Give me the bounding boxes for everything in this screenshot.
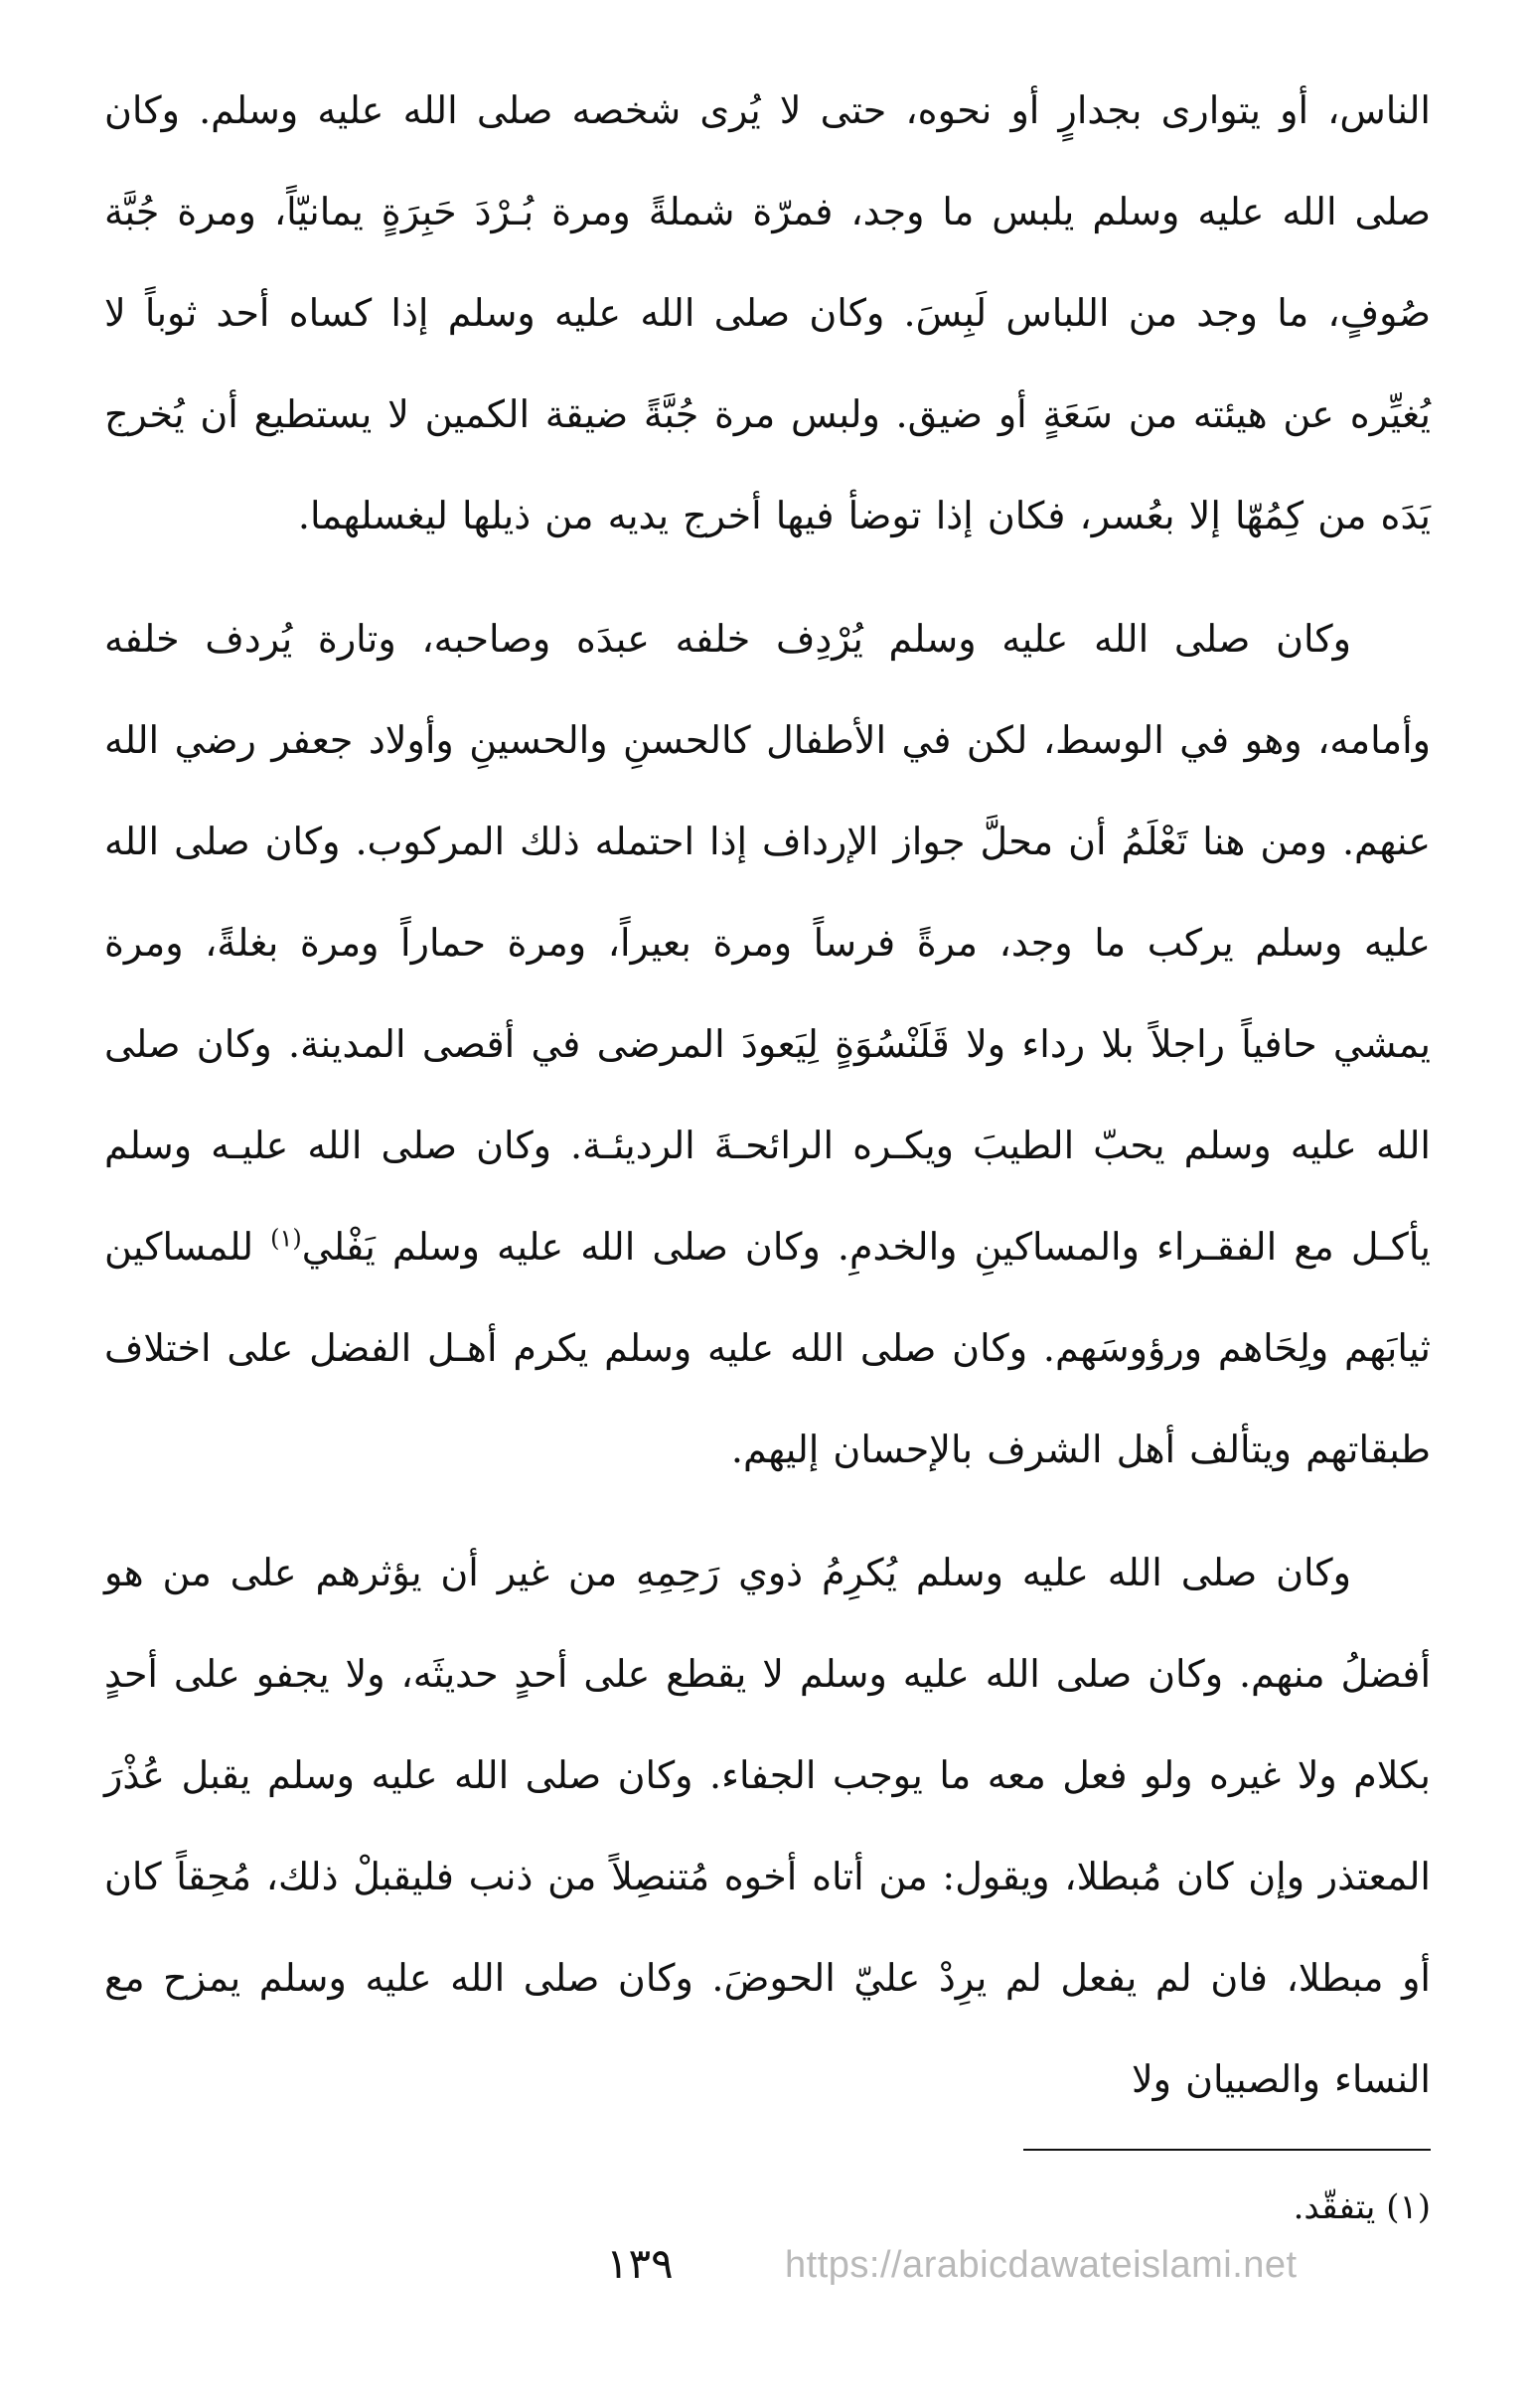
paragraph-2-text: وكان صلى الله عليه وسلم يُرْدِف خلفه عبدَه وصاحبه، وتارة يُردف خلفه وأمامه، وهو في الوسط، لكن في الأطفال كالحسنِ والحسينِ وأولاد جعفر رضي الله عنهم. ومن هنا تَعْلَمُ أن محلَّ جواز الإرداف إذا احتمله ذلك المركوب. وكان صلى الله عليه وسلم يركب ما وجد، مرةً فرساً ومرة بعيراً، ومرة حماراً ومرة بغلةً، ومرة يمشي حافياً راجلاً بلا رداء ولا قَلَنْسُوَةٍ لِيَعودَ المرضى في أقصى المدينة. وكان صلى الله عليه وسلم يحبّ الطيبَ ويكـره الرائحـةَ الرديئـة. وكان صلى الله عليـه وسلم يأكـل مع الفقـراء والمساكينِ والخدمِ. وكان صلى الله عليه وسلم يَفْلي <box>104 617 1431 1269</box>
paragraph-2-tail: للمساكين ثيابَهم ولِحَاهم ورؤوسَهم. وكان صلى الله عليه وسلم يكرم أهـل الفضل على اختلاف طبقاتهم ويتألف أهل الشرف بالإحسان إليهم. <box>104 1225 1431 1471</box>
page-footer <box>0 2225 1534 2305</box>
page-number: ١٣٩ <box>606 2242 674 2288</box>
footnote-divider <box>1023 2149 1431 2151</box>
watermark-url: https://arabicdawateislami.net <box>785 2244 1298 2286</box>
paragraph-3: وكان صلى الله عليه وسلم يُكرِمُ ذوي رَحِمِهِ من غير أن يؤثرهم على من هو أفضلُ منهم. وكان صلى الله عليه وسلم لا يقطع على أحدٍ حديثَه، ولا يجفو على أحدٍ بكلام ولا غيره ولو فعل معه ما يوجب الجفاء. وكان صلى الله عليه وسلم يقبل عُذْرَ المعتذر وإن كان مُبطلا، ويقول: من أتاه أخوه مُتنصِلاً من ذنب فليقبلْ ذلك، مُحِقاً كان أو مبطلا، فان لم يفعل لم يرِدْ عليّ الحوضَ. وكان صلى الله عليه وسلم يمزح مع النساء والصبيان ولا <box>104 1551 1431 2101</box>
paragraph-1: الناس، أو يتوارى بجدارٍ أو نحوه، حتى لا يُرى شخصه صلى الله عليه وسلم. وكان صلى الله عليه وسلم يلبس ما وجد، فمرّة شملةً ومرة بُـرْدَ حَبِرَةٍ يمانيّاً، ومرة جُبَّة صُوفٍ، ما وجد من اللباس لَبِسَ. وكان صلى الله عليه وسلم إذا كساه أحد ثوباً لا يُغيِّره عن هيئته من سَعَةٍ أو ضيق. ولبس مرة جُبَّةً ضيقة الكمين لا يستطيع أن يُخرج يَدَه من كِمُهّا إلا بعُسر، فكان إذا توضأ فيها أخرج يديه من ذيلها ليغسلهما. <box>104 88 1431 537</box>
footnote-reference: (١) <box>270 1224 302 1253</box>
paragraph-gap <box>104 566 1431 588</box>
paragraph-2 <box>104 588 1431 1500</box>
footnote: (١) يتفقّد. <box>1293 2187 1431 2227</box>
paragraph-gap <box>104 1500 1431 1522</box>
document-page <box>104 60 1431 2408</box>
